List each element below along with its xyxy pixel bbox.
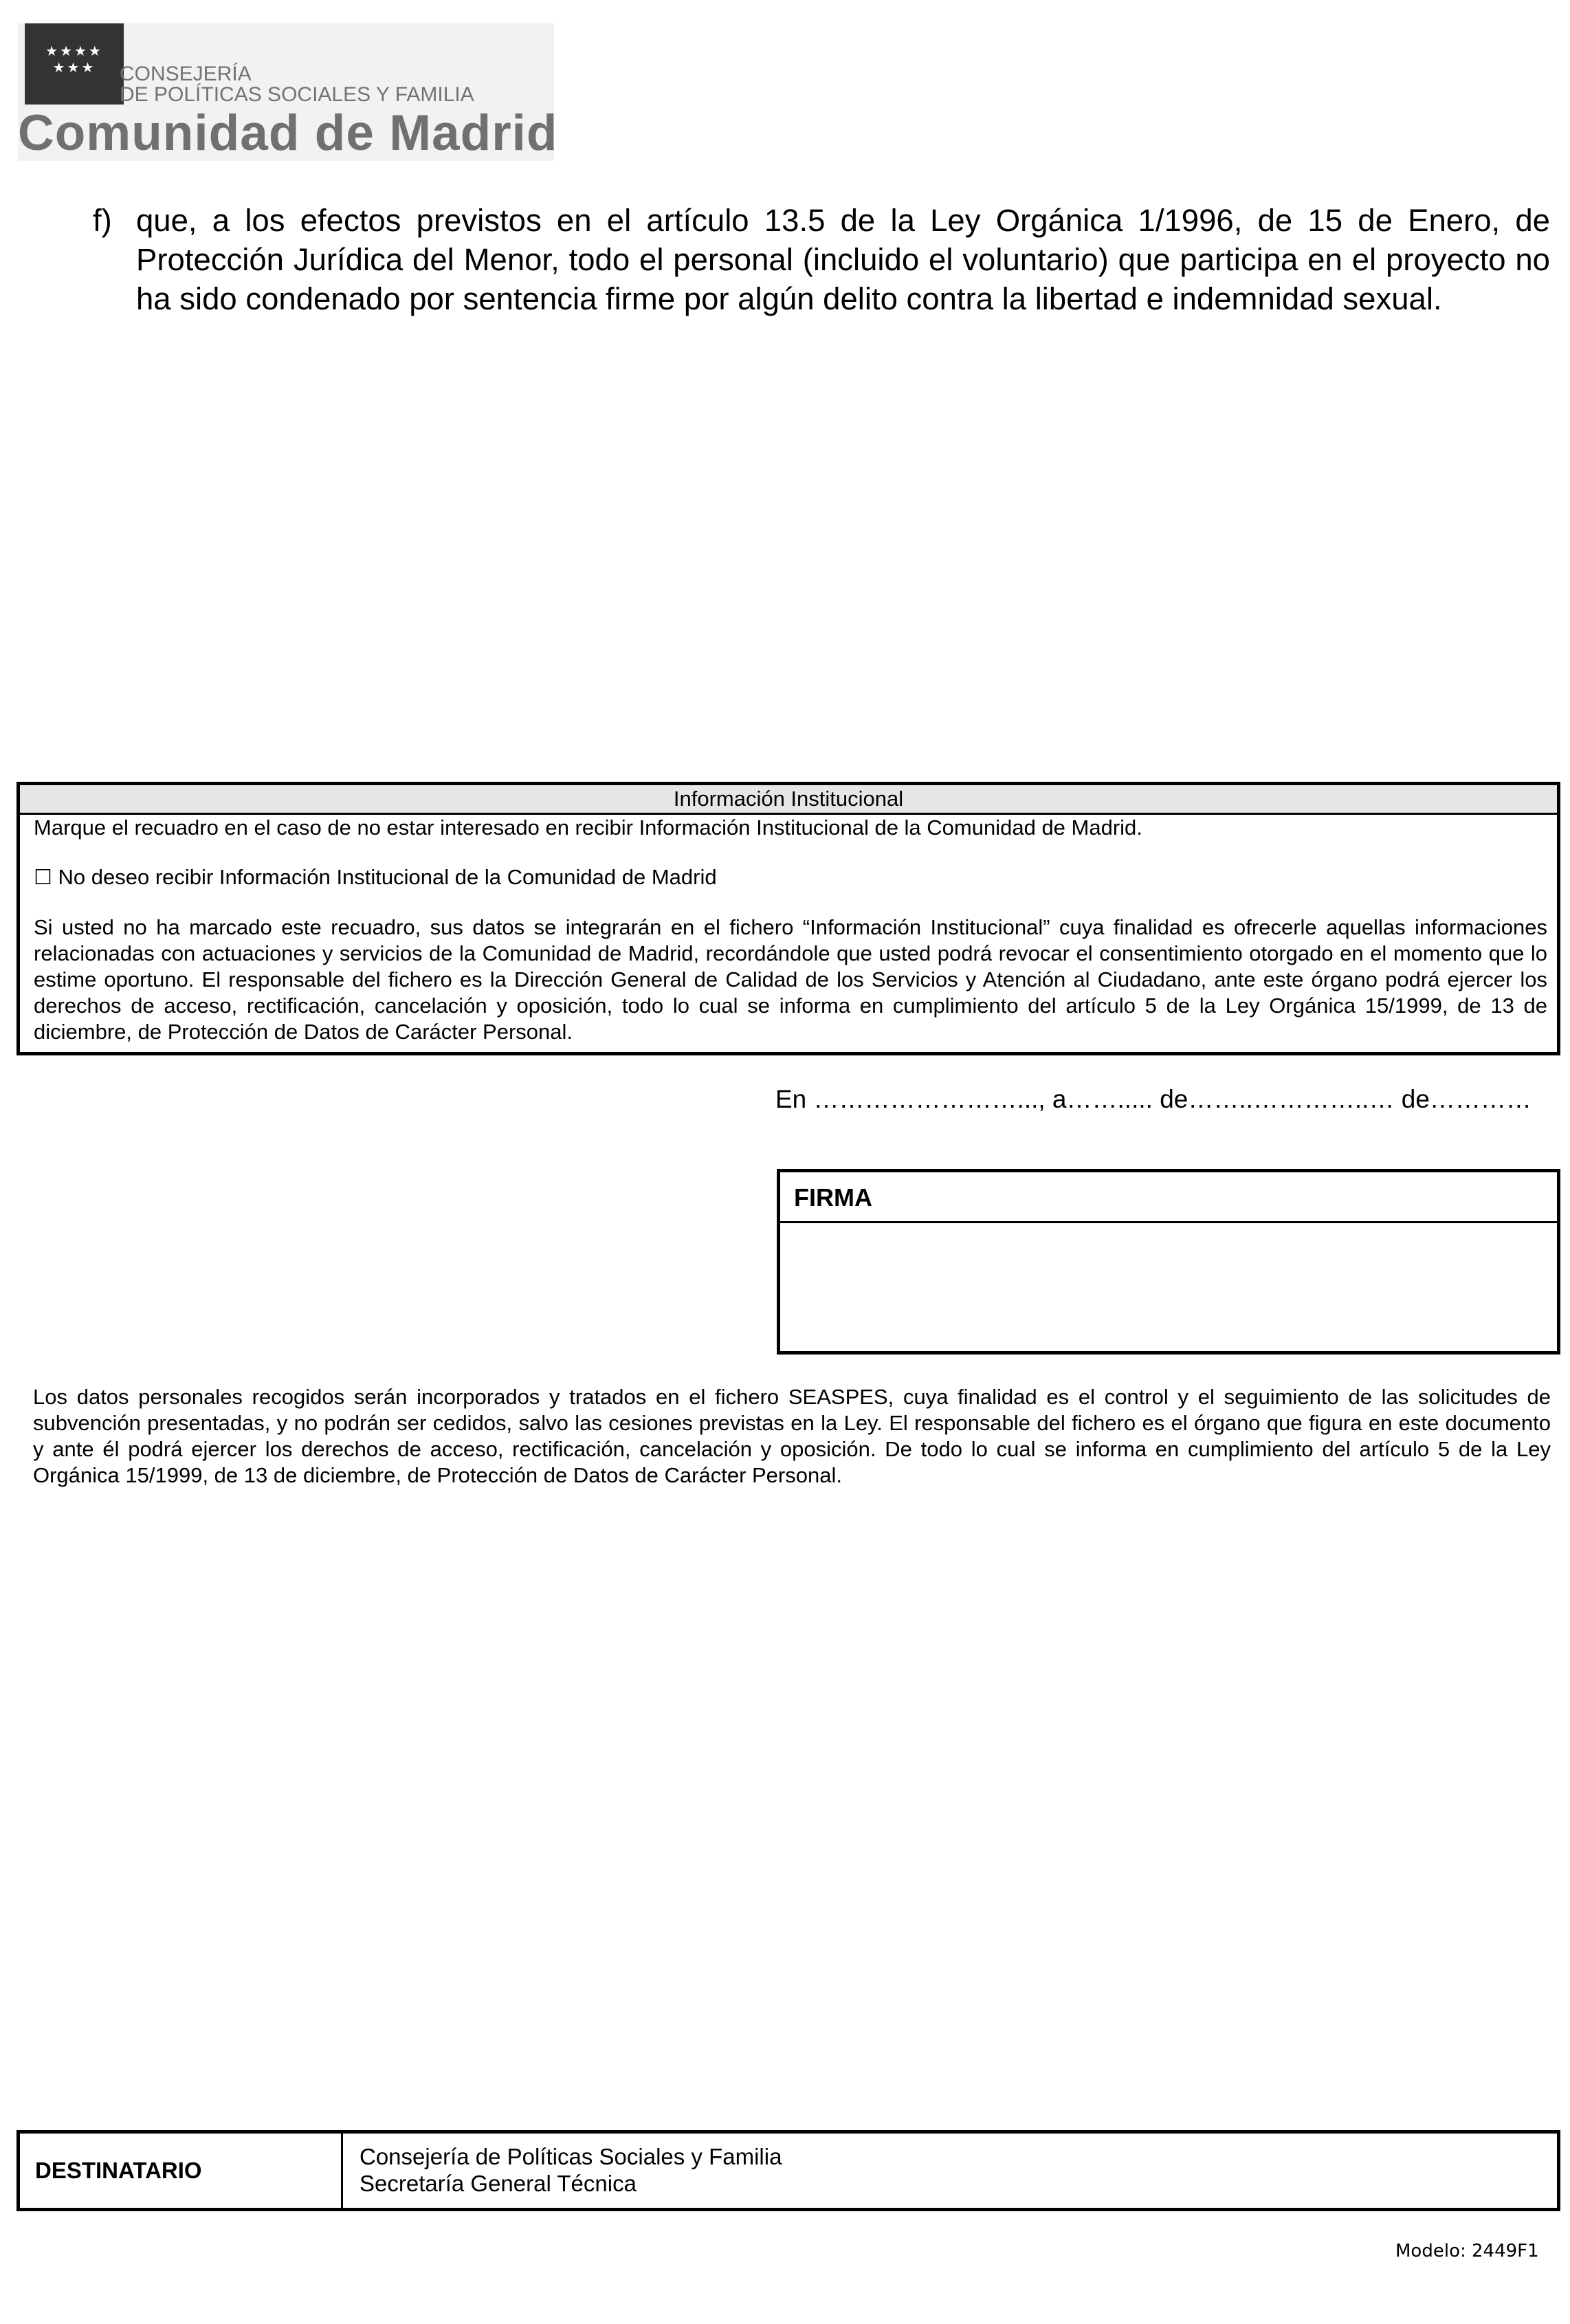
madrid-flag-icon [25, 23, 124, 105]
department-line-2: DE POLÍTICAS SOCIALES Y FAMILIA [120, 83, 474, 106]
info-institucional-body [20, 815, 1557, 1045]
clause-f [93, 201, 1550, 318]
comunidad-madrid-logo [18, 23, 558, 161]
signature-box[interactable] [777, 1169, 1560, 1355]
clause-text: que, a los efectos previstos en el artículo 13.5 de la Ley Orgánica 1/1996, de 15 de Enero, de Protección Jurídica del Menor, todo el personal (incluido el voluntario) que participa en el proyecto no ha sido condenado por sentencia firme por algún delito contra la libertad e indemnidad sexual. [136, 203, 1550, 316]
info-paragraph: Si usted no ha marcado este recuadro, sus datos se integrarán en el fichero “Información Institucional” cuya finalidad es ofrecerle aquellas informaciones relacionadas con actuaciones y servicios de la Comunidad de Madrid, recordándole que usted podrá revocar el consentimiento otorgado en el momento que lo estime oportuno. El responsable del fichero es la Dirección General de Calidad de los Servicios y Atención al Ciudadano, ante este órgano podrá ejercer los derechos de acceso, rectificación, cancelación y oposición, todo lo cual se informa en cumplimiento del artículo 5 de la Ley Orgánica 15/1999, de 13 de diciembre, de Protección de Datos de Carácter Personal. [34, 915, 1547, 1044]
opt-out-checkbox-row[interactable] [34, 864, 1547, 891]
signature-label: FIRMA [780, 1172, 1557, 1223]
stars-row-top: ★★★★ [45, 43, 103, 59]
destinatario-table [16, 2130, 1560, 2211]
opt-out-checkbox-label: No deseo recibir Información Institucional de la Comunidad de Madrid [58, 865, 717, 889]
info-institucional-box [16, 782, 1560, 1055]
destinatario-label: DESTINATARIO [20, 2134, 343, 2208]
info-instruction: Marque el recuadro en el caso de no estar interesado en recibir Información Institucional de la Comunidad de Madrid. [34, 815, 1142, 840]
destinatario-line-1: Consejería de Políticas Sociales y Familia [360, 2144, 782, 2169]
destinatario-value [343, 2134, 782, 2208]
department-line-1: CONSEJERÍA [120, 63, 252, 85]
clause-letter: f) [93, 203, 112, 238]
opt-out-checkbox[interactable]: ☐ [34, 866, 52, 890]
form-model-number: Modelo: 2449F1 [1395, 2241, 1539, 2261]
data-protection-notice: Los datos personales recogidos serán incorporados y tratados en el fichero SEASPES, cuya finalidad es el control y el seguimiento de las solicitudes de subvención presentadas, y no podrán ser cedidos, salvo las cesiones previstas en la Ley. El responsable del fichero es el órgano que figura en este documento y ante él podrá ejercer los derechos de acceso, rectificación, cancelación y oposición. De todo lo cual se informa en cumplimiento del artículo 5 de la Ley Orgánica 15/1999, de 13 de diciembre, de Protección de Datos de Carácter Personal. [33, 1385, 1551, 1487]
date-place-line[interactable]: En ……………………..., a……..... de……..…………..… de………… [775, 1085, 1532, 1113]
organization-name: Comunidad de Madrid [18, 105, 558, 161]
destinatario-line-2: Secretaría General Técnica [360, 2171, 637, 2196]
stars-row-bottom: ★★★ [52, 59, 96, 76]
info-institucional-title: Información Institucional [20, 785, 1557, 815]
